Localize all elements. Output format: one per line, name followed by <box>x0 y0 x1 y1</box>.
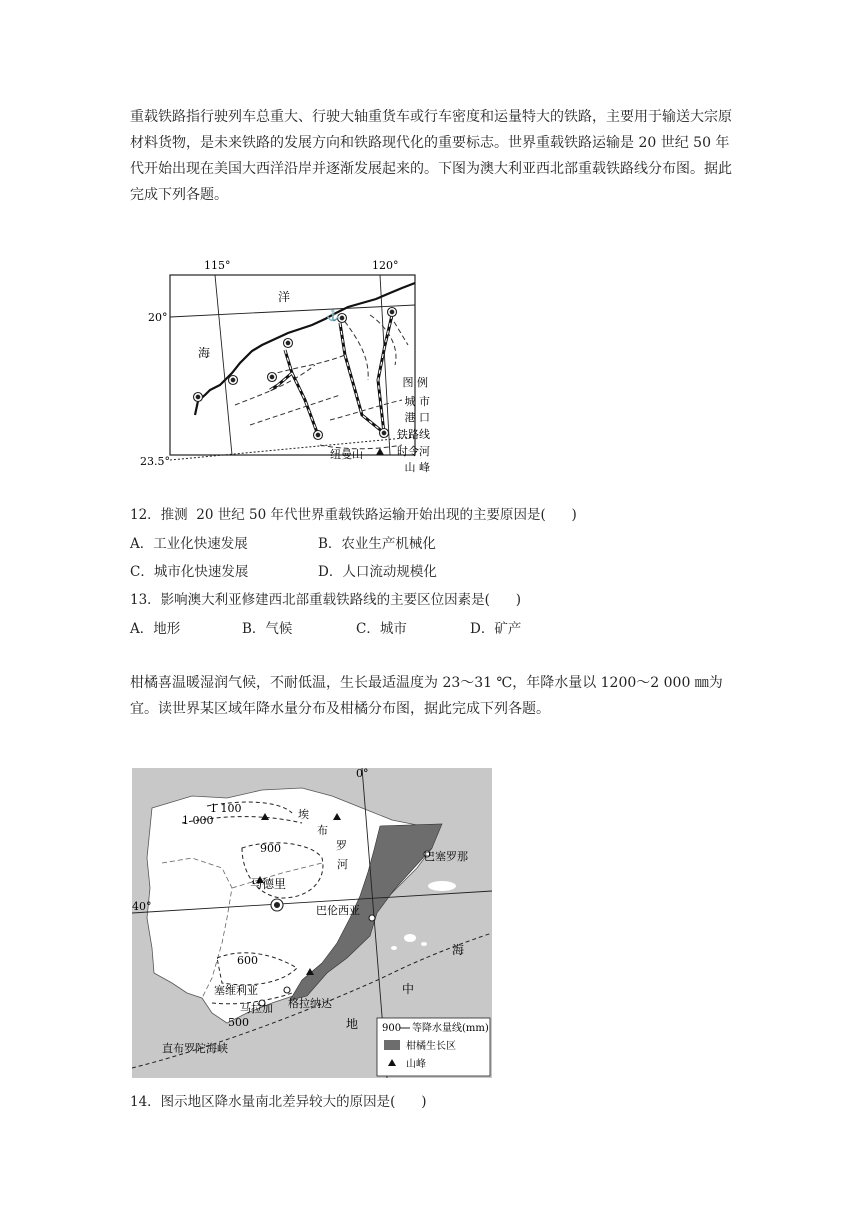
svg-text:塞维利亚: 塞维利亚 <box>214 984 258 997</box>
svg-text:900: 900 <box>382 1023 402 1034</box>
svg-text:山 峰: 山 峰 <box>404 461 430 474</box>
svg-text:120°: 120° <box>372 259 399 272</box>
svg-text:1 100: 1 100 <box>210 802 242 815</box>
svg-text:115°: 115° <box>204 259 231 272</box>
q13-option-b[interactable]: B．气候 <box>242 621 293 637</box>
svg-text:罗: 罗 <box>336 839 347 852</box>
question-13-options <box>130 617 521 637</box>
svg-text:40°: 40° <box>132 900 152 913</box>
svg-text:格拉纳达: 格拉纳达 <box>288 997 332 1010</box>
australia-railway-map <box>140 255 430 480</box>
svg-text:纽曼山: 纽曼山 <box>330 448 363 461</box>
svg-text:港 口: 港 口 <box>404 411 430 424</box>
passage-railway: 重载铁路指行驶列车总重大、行驶大轴重货车或行车密度和运量特大的铁路，主要用于输送大宗原材料货物，是未来铁路的发展方向和铁路现代化的重要标志。世界重载铁路运输是 20 世纪 50 年代开始出现在美国大西洋沿岸并逐渐发展起来的。下图为澳大利亚西北部重载铁路线分布图。据此完成下列各题。 <box>130 109 732 203</box>
question-12-options-row1 <box>130 532 436 552</box>
svg-text:马拉加: 马拉加 <box>240 1002 273 1015</box>
svg-text:海: 海 <box>198 346 211 360</box>
svg-text:20°: 20° <box>148 311 168 324</box>
question-12-options-row2 <box>130 560 437 580</box>
q13-option-d[interactable]: D．矿产 <box>470 621 522 637</box>
q12-option-d[interactable]: D．人口流动规模化 <box>318 564 437 580</box>
svg-text:600: 600 <box>237 954 258 967</box>
svg-text:埃: 埃 <box>298 808 309 821</box>
svg-text:城 市: 城 市 <box>404 395 430 408</box>
svg-text:图 例: 图 例 <box>402 376 428 389</box>
iberia-citrus-map <box>132 768 492 1078</box>
passage-citrus: 柑橘喜温暖湿润气候，不耐低温，生长最适温度为 23～31 ℃，年降水量以 1200～2 000 ㎜为宜。读世界某区域年降水量分布及柑橘分布图，据此完成下列各题。 <box>130 675 723 717</box>
svg-text:马德里: 马德里 <box>250 877 287 891</box>
q12-option-c[interactable]: C．城市化快速发展 <box>130 564 249 580</box>
svg-text:中: 中 <box>402 982 415 996</box>
svg-text:900: 900 <box>260 842 281 855</box>
svg-text:⚓: ⚓ <box>326 309 340 322</box>
q13-option-a[interactable]: A．地形 <box>130 621 181 637</box>
q12-option-b[interactable]: B．农业生产机械化 <box>318 536 436 552</box>
svg-text:500: 500 <box>228 1016 249 1029</box>
svg-text:洋: 洋 <box>278 290 291 304</box>
svg-text:河: 河 <box>337 858 348 871</box>
question-14-stem: 14．图示地区降水量南北差异较大的原因是( ) <box>130 1094 427 1110</box>
svg-text:巴伦西亚: 巴伦西亚 <box>316 904 360 917</box>
question-12-stem: 12．推测 20 世纪 50 年代世界重载铁路运输开始出现的主要原因是( ) <box>130 507 577 523</box>
svg-text:山峰: 山峰 <box>406 1059 426 1070</box>
svg-text:巴塞罗那: 巴塞罗那 <box>424 850 468 863</box>
q13-option-c[interactable]: C．城市 <box>356 621 407 637</box>
svg-text:时令河: 时令河 <box>397 445 430 458</box>
svg-text:柑橘生长区: 柑橘生长区 <box>406 1041 456 1052</box>
q12-option-a[interactable]: A．工业化快速发展 <box>130 536 248 552</box>
svg-text:布: 布 <box>317 824 328 837</box>
svg-text:直布罗陀海峡: 直布罗陀海峡 <box>162 1042 228 1055</box>
svg-text:0°: 0° <box>356 768 369 780</box>
svg-text:等降水量线(mm): 等降水量线(mm) <box>412 1023 489 1034</box>
svg-text:铁路线: 铁路线 <box>397 428 430 441</box>
svg-text:1 000: 1 000 <box>182 814 214 827</box>
svg-text:23.5°: 23.5° <box>140 455 170 468</box>
question-13-stem: 13．影响澳大利亚修建西北部重载铁路线的主要区位因素是( ) <box>130 592 521 608</box>
svg-text:海: 海 <box>452 943 465 957</box>
svg-text:地: 地 <box>346 1017 359 1031</box>
